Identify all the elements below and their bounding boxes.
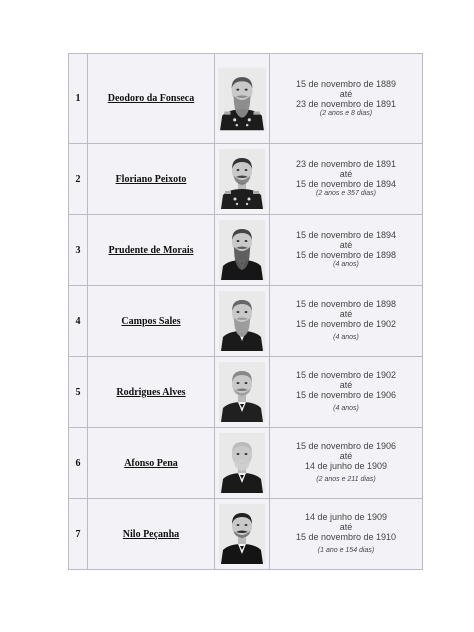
table-row xyxy=(69,144,423,215)
president-term-cell xyxy=(270,144,423,215)
table-row xyxy=(69,428,423,499)
term-connector: até xyxy=(339,380,353,390)
president-portrait-image xyxy=(218,66,266,132)
president-number: 1 xyxy=(69,54,88,144)
term-connector: até xyxy=(339,88,353,99)
president-photo-cell xyxy=(215,215,270,286)
term-end-date: 15 de novembro de 1898 xyxy=(295,250,397,260)
president-name-link[interactable]: Afonso Pena xyxy=(124,457,178,469)
table-row xyxy=(69,286,423,357)
president-number: 3 xyxy=(69,215,88,286)
president-term-cell xyxy=(270,357,423,428)
term-duration: (4 anos) xyxy=(333,405,359,412)
table-row xyxy=(69,357,423,428)
president-name-link[interactable]: Nilo Peçanha xyxy=(122,528,180,540)
president-name-link[interactable]: Prudente de Morais xyxy=(108,244,194,256)
term-duration: (4 anos) xyxy=(333,261,359,268)
term-end-date: 15 de novembro de 1902 xyxy=(295,319,397,329)
term-end-date: 23 de novembro de 1891 xyxy=(295,98,397,109)
term-duration: (2 anos e 8 dias) xyxy=(319,109,373,117)
term-connector: até xyxy=(339,451,353,461)
president-name-cell xyxy=(88,286,215,357)
table-row xyxy=(69,499,423,570)
president-number: 7 xyxy=(69,499,88,570)
president-name-cell xyxy=(88,144,215,215)
president-number: 4 xyxy=(69,286,88,357)
term-connector: até xyxy=(339,309,353,319)
president-term-cell xyxy=(270,499,423,570)
president-term-cell xyxy=(270,215,423,286)
term-duration: (4 anos) xyxy=(333,334,359,341)
term-start-date: 23 de novembro de 1891 xyxy=(295,159,397,169)
president-name-link[interactable]: Rodrigues Alves xyxy=(116,386,186,398)
term-start-date: 15 de novembro de 1889 xyxy=(295,78,397,89)
table-row xyxy=(69,215,423,286)
president-name-cell xyxy=(88,428,215,499)
president-portrait-image xyxy=(219,433,265,493)
president-photo-cell xyxy=(215,286,270,357)
president-name-link[interactable]: Floriano Peixoto xyxy=(115,173,187,185)
president-portrait-image xyxy=(219,362,265,422)
term-connector: até xyxy=(339,522,353,532)
president-number: 6 xyxy=(69,428,88,499)
president-term-cell xyxy=(270,428,423,499)
president-photo-cell xyxy=(215,499,270,570)
president-photo-cell xyxy=(215,54,270,144)
term-start-date: 15 de novembro de 1894 xyxy=(295,230,397,240)
president-name-link[interactable]: Deodoro da Fonseca xyxy=(107,93,195,104)
term-end-date: 15 de novembro de 1894 xyxy=(295,179,397,189)
president-portrait-image xyxy=(219,149,265,209)
term-end-date: 15 de novembro de 1910 xyxy=(295,532,397,542)
president-term-cell xyxy=(270,286,423,357)
term-start-date: 15 de novembro de 1902 xyxy=(295,370,397,380)
term-duration: (2 anos e 211 dias) xyxy=(316,476,376,483)
term-end-date: 14 de junho de 1909 xyxy=(304,461,388,471)
president-portrait-image xyxy=(219,291,265,351)
term-connector: até xyxy=(339,169,353,179)
president-number: 5 xyxy=(69,357,88,428)
term-start-date: 15 de novembro de 1906 xyxy=(295,441,397,451)
president-photo-cell xyxy=(215,144,270,215)
president-photo-cell xyxy=(215,428,270,499)
presidents-table-body xyxy=(69,54,423,570)
president-name-cell xyxy=(88,215,215,286)
term-start-date: 15 de novembro de 1898 xyxy=(295,299,397,309)
term-end-date: 15 de novembro de 1906 xyxy=(295,390,397,400)
table-row xyxy=(69,54,423,144)
term-duration: (1 ano e 154 dias) xyxy=(317,547,375,554)
president-name-cell xyxy=(88,357,215,428)
president-portrait-image xyxy=(219,504,265,564)
president-portrait-image xyxy=(219,220,265,280)
president-name-cell xyxy=(88,499,215,570)
president-name-link[interactable]: Campos Sales xyxy=(121,315,181,327)
term-start-date: 14 de junho de 1909 xyxy=(304,512,388,522)
president-number: 2 xyxy=(69,144,88,215)
presidents-table xyxy=(68,53,423,570)
term-connector: até xyxy=(339,240,353,250)
term-duration: (2 anos e 357 dias) xyxy=(316,190,376,197)
president-name-cell xyxy=(88,54,215,144)
president-photo-cell xyxy=(215,357,270,428)
president-term-cell xyxy=(270,54,423,144)
